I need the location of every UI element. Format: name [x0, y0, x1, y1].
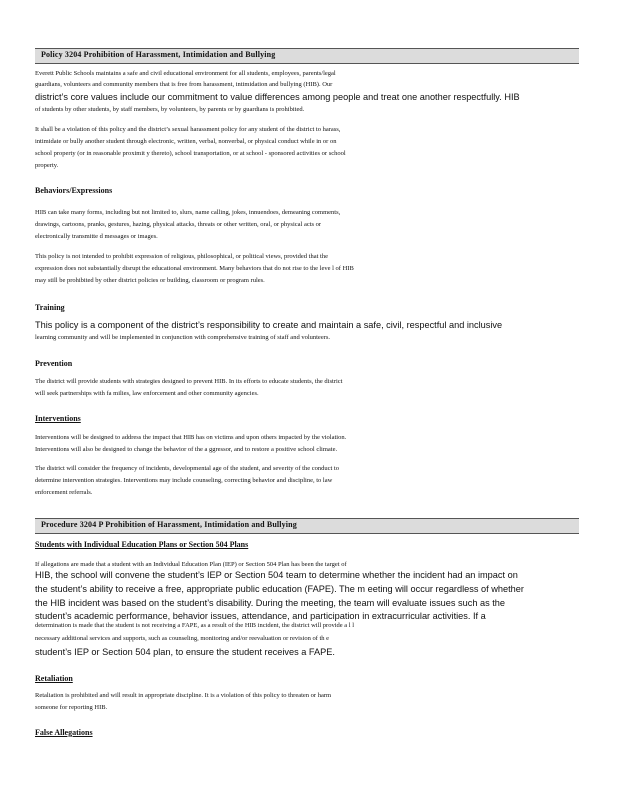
interventions-line: enforcement referrals. — [35, 489, 93, 496]
retaliation-line: someone for reporting HIB. — [35, 704, 108, 711]
students504-heading: Students with Individual Education Plans or Section 504 Plans — [35, 540, 249, 549]
interventions-line: The district will consider the frequency of incidents, developmental age of the student, and severity of the conduct to — [35, 465, 339, 472]
students504-line: the HIB incident was based on the student’s disability. During the meeting, the team will evaluate issues such as the — [35, 598, 506, 608]
training-heading: Training — [35, 303, 65, 312]
intro-line: guardians, volunteers and community members that is free from harassment, intimidation and bullying (HIB). Our — [35, 81, 333, 88]
students504-line: If allegations are made that a student with an Individual Education Plan (IEP) or Section 504 Plan has been the target of — [35, 561, 347, 568]
retaliation-line: Retaliation is prohibited and will result in appropriate discipline. It is a violation of this policy to threaten or harm — [35, 692, 332, 699]
interventions-line: determine intervention strategies. Interventions may include counseling, correcting behavior and discipline, to law — [35, 477, 333, 484]
behaviors-line: This policy is not intended to prohibit expression of religious, philosophical, or political views, provided that the — [35, 253, 328, 260]
false-allegations-heading: False Allegations — [35, 728, 93, 737]
behaviors-line: drawings, cartoons, pranks, gestures, hazing, physical attacks, threats or other written, oral, or physical acts or — [35, 221, 322, 228]
students504-line: student’s IEP or Section 504 plan, to ensure the student receives a FAPE. — [35, 647, 335, 657]
behaviors-line: may still be prohibited by other district policies or building, classroom or program rules. — [35, 277, 265, 284]
retaliation-heading: Retaliation — [35, 674, 73, 683]
behaviors-line: electronically transmitte d messages or images. — [35, 233, 158, 240]
violation-line: intimidate or bully another student through electronic, written, verbal, nonverbal, or physical conduct while in or on — [35, 138, 337, 145]
procedure-title: Procedure 3204 P Prohibition of Harassment, Intimidation and Bullying — [41, 520, 297, 529]
training-line: This policy is a component of the district’s responsibility to create and maintain a safe, civil, respectful and inclusive — [35, 320, 503, 330]
behaviors-line: HIB can take many forms, including but not limited to, slurs, name calling, jokes, innuendoes, demeaning comments, — [35, 209, 341, 216]
behaviors-heading: Behaviors/Expressions — [35, 186, 113, 195]
interventions-heading: Interventions — [35, 414, 81, 423]
interventions-line: Interventions will be designed to address the impact that HIB has on victims and upon others impacted by the violation. — [35, 434, 347, 441]
procedure-title-bar — [35, 518, 579, 534]
violation-line: school property (or in reasonable proximit y thereto), school transportation, or at school - sponsored activities or school — [35, 150, 346, 157]
interventions-line: Interventions will also be designed to change the behavior of the a ggressor, and to restore a positive school climate. — [35, 446, 338, 453]
students504-line: student’s academic performance, behavior issues, attendance, and participation in extracurricular activities. If a — [35, 611, 486, 621]
behaviors-line: expression does not substantially disrupt the educational environment. Many behaviors that do not rise to the leve l of HIB — [35, 265, 354, 272]
prevention-line: The district will provide students with strategies designed to prevent HIB. In its efforts to educate students, the district — [35, 378, 343, 385]
policy-title-bar — [35, 48, 579, 64]
intro-line: district’s core values include our commitment to value differences among people and treat one another respectfully. HIB — [35, 92, 520, 102]
students504-line: determination is made that the student is not receiving a FAPE, as a result of the HIB incident, the district will provide a l l — [35, 622, 355, 629]
prevention-line: will seek partnerships with fa milies, law enforcement and other community agencies. — [35, 390, 259, 397]
violation-line: property. — [35, 162, 59, 169]
students504-line: necessary additional services and supports, such as counseling, monitoring and/or reevaluation or revision of th e — [35, 635, 330, 642]
training-line: learning community and will be implemented in conjunction with comprehensive training of staff and volunteers. — [35, 334, 331, 341]
violation-line: It shall be a violation of this policy and the district’s sexual harassment policy for any student of the district to harass, — [35, 126, 341, 133]
students504-line: the student’s ability to receive a free, appropriate public education (FAPE). The m eeting will occur regardless of whether — [35, 584, 524, 594]
students504-line: HIB, the school will convene the student’s IEP or Section 504 team to determine whether the incident had an impact on — [35, 570, 518, 580]
intro-line: of students by other students, by staff members, by volunteers, by parents or by guardians is prohibited. — [35, 106, 305, 113]
policy-title: Policy 3204 Prohibition of Harassment, Intimidation and Bullying — [41, 50, 276, 59]
prevention-heading: Prevention — [35, 359, 73, 368]
intro-line: Everett Public Schools maintains a safe and civil educational environment for all students, employees, parents/legal — [35, 70, 336, 77]
